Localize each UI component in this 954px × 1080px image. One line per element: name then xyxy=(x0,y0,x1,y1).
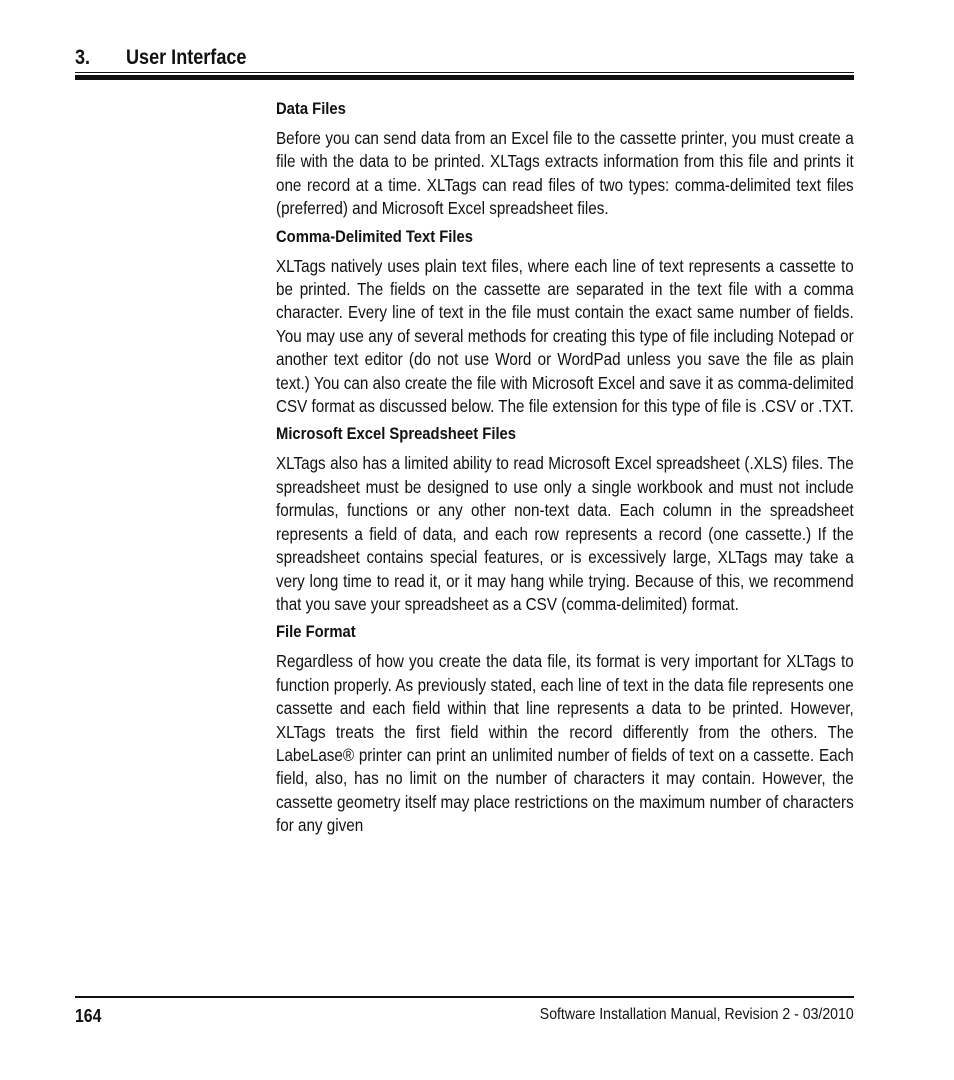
chapter-number: 3. xyxy=(75,46,91,69)
section-body: Regardless of how you create the data file, its format is very important for XLTags to function properly. As previously stated, each line of text in the data file represents one cassette and each field within that line represents a data to be printed. However, XLTags treats the first field within the record differently from the others. The LabeLase® printer can print an unlimited number of fields of text on a cassette. Each field, also, has no limit on the number of characters it may contain. However, the cassette geometry itself may place restrictions on the maximum number of characters for any given xyxy=(276,651,854,836)
footer-rule xyxy=(75,996,854,998)
section-data-files xyxy=(276,97,854,221)
section-body: XLTags also has a limited ability to read Microsoft Excel spreadsheet (.XLS) files. The spreadsheet must be designed to use only a single workbook and must not include formulas, functions or any other non-text data. Each column in the spreadsheet represents a field of data, and each row represents a record (one cassette.) If the spreadsheet contains special features, or is excessively large, XLTags may take a very long time to read it, or it may hang while trying. Because of this, we recommend that you save your spreadsheet as a CSV (comma-delimited) format. xyxy=(276,453,854,614)
section-heading: Data Files xyxy=(276,99,346,118)
section-heading: Microsoft Excel Spreadsheet Files xyxy=(276,424,517,444)
section-comma-delimited-text-files xyxy=(276,225,854,419)
page-header xyxy=(75,45,854,81)
header-rule-thick xyxy=(75,75,854,80)
document-info: Software Installation Manual, Revision 2 - 03/2010 xyxy=(540,1006,854,1023)
section-microsoft-excel-spreadsheet-files xyxy=(276,422,854,616)
main-content xyxy=(276,97,854,842)
section-file-format xyxy=(276,620,854,837)
section-body: Before you can send data from an Excel file to the cassette printer, you must create a file with the data to be printed. XLTags extracts information from this file and prints it one record at a time. XLTags can read files of two types: comma-delimited text files (preferred) and Microsoft Excel spreadsheet files. xyxy=(276,128,854,219)
page-footer xyxy=(75,996,854,1032)
section-heading: File Format xyxy=(276,622,356,642)
section-body: XLTags natively uses plain text files, where each line of text represents a cassette to be printed. The fields on the cassette are separated in the text file with a comma character. Every line of text in the file must contain the exact same number of fields. You may use any of several methods for creating this type of file including Notepad or another text editor (do not use Word or WordPad unless you save the file as plain text.) You can also create the file with Microsoft Excel and save it as comma-delimited CSV format as discussed below. The file extension for this type of file is .CSV or .TXT. xyxy=(276,255,854,417)
header-rule-thin xyxy=(75,72,854,73)
section-heading: Comma-Delimited Text Files xyxy=(276,226,473,246)
chapter-title: User Interface xyxy=(126,46,247,69)
page-number: 164 xyxy=(75,1006,102,1026)
